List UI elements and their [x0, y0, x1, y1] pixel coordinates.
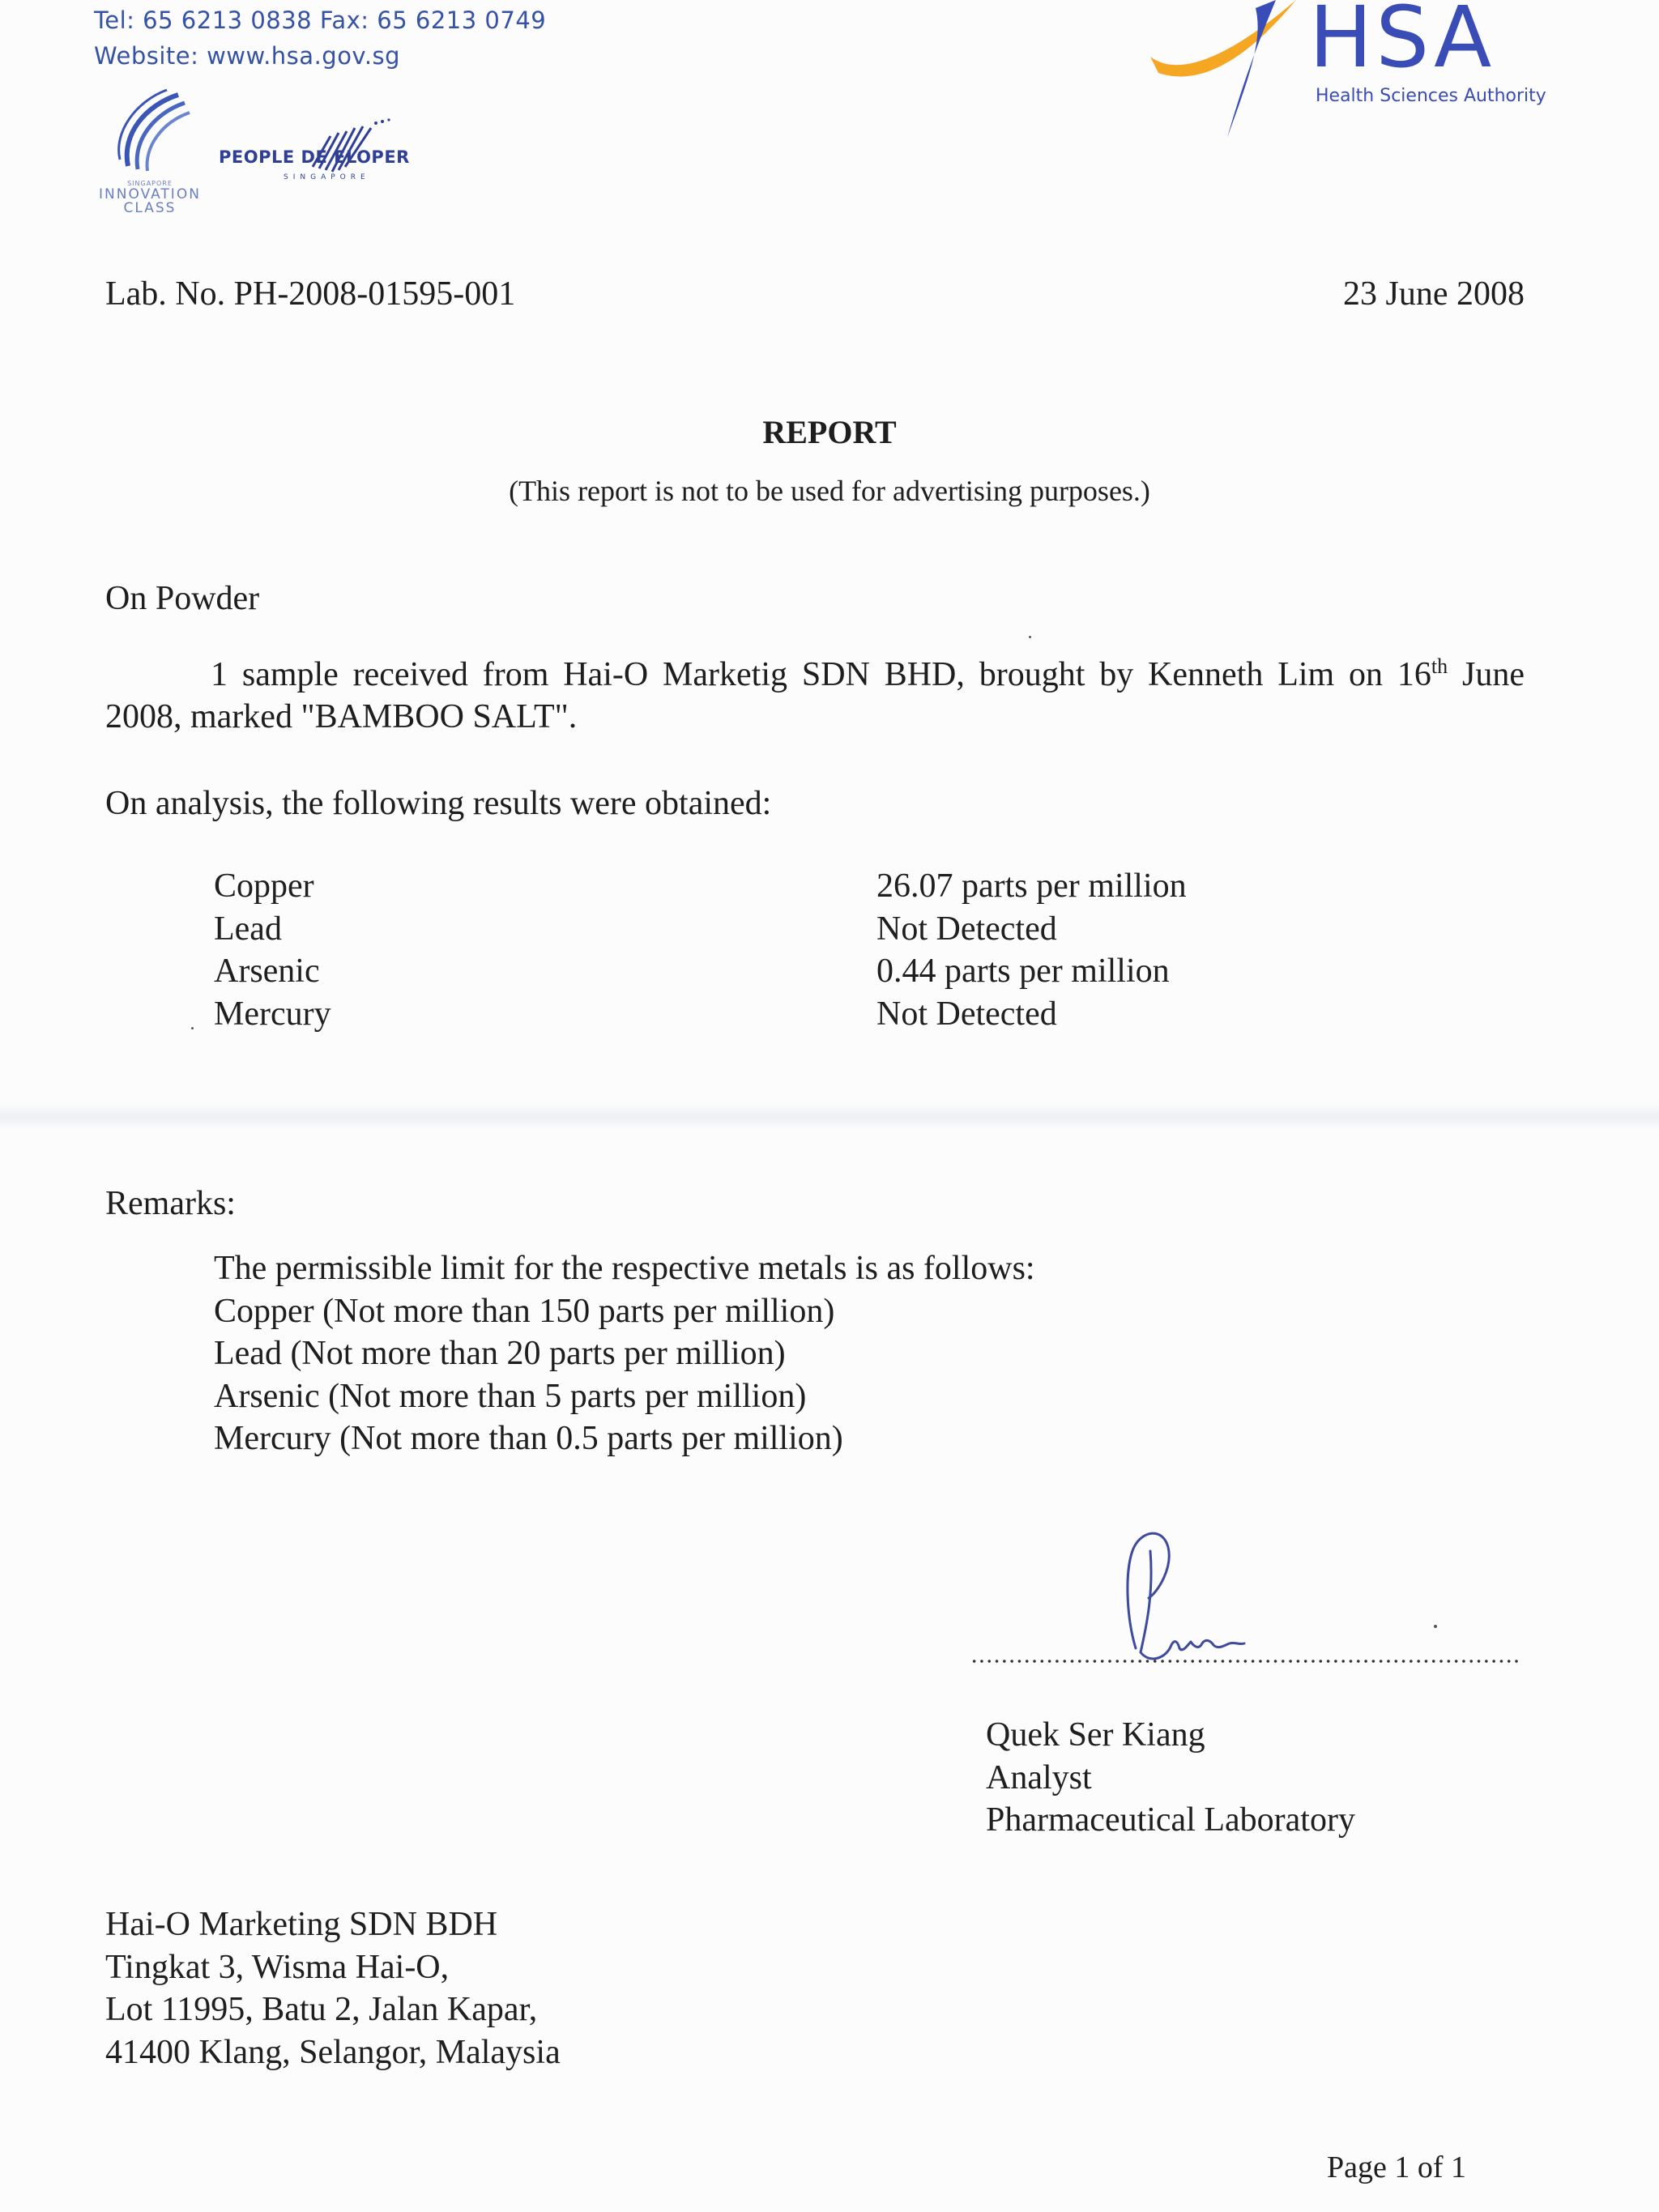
handwritten-signature	[1118, 1502, 1264, 1664]
subject-line: On Powder	[105, 580, 260, 617]
innovation-class-label	[85, 180, 215, 215]
scan-speck	[1434, 1625, 1437, 1628]
innovation-small-label: SINGAPORE	[127, 180, 173, 187]
limit-line: Lead (Not more than 20 parts per million)	[214, 1335, 786, 1372]
address-line: Hai-O Marketing SDN BDH	[105, 1906, 498, 1943]
contact-website: Website: www.hsa.gov.sg	[94, 42, 401, 70]
remarks-title: Remarks:	[105, 1185, 236, 1222]
innovation-main-label: INNOVATION	[99, 186, 201, 202]
signatory-block	[986, 1714, 1355, 1842]
result-value: Not Detected	[876, 995, 1057, 1033]
result-metal: Copper	[214, 867, 314, 905]
hsa-swoosh-icon	[1134, 0, 1304, 146]
limit-line: Mercury (Not more than 0.5 parts per million)	[214, 1420, 843, 1457]
hsa-wordmark: HSA	[1309, 0, 1495, 87]
result-metal: Lead	[214, 910, 282, 948]
paper-fold-line	[0, 1103, 1659, 1131]
address-line: Lot 11995, Batu 2, Jalan Kapar,	[105, 1991, 538, 2028]
scan-speck	[1029, 636, 1031, 638]
result-metal: Arsenic	[214, 953, 320, 990]
address-line: 41400 Klang, Selangor, Malaysia	[105, 2033, 561, 2071]
sample-paragraph-sup: th	[1431, 654, 1448, 678]
scan-speck	[191, 1027, 194, 1029]
sample-paragraph-end: June 2008, marked "BAMBOO SALT".	[105, 656, 1525, 735]
report-disclaimer: (This report is not to be used for advertising purposes.)	[509, 475, 1150, 507]
recipient-address	[105, 1903, 561, 2073]
hsa-subtitle: Health Sciences Authority	[1316, 86, 1546, 106]
limit-line: Arsenic (Not more than 5 parts per million)	[214, 1377, 807, 1415]
people-developer-sub: SINGAPORE	[284, 173, 370, 181]
people-developer-label: PEOPLE DE ELOPER	[219, 147, 410, 167]
result-value: 26.07 parts per million	[876, 867, 1187, 905]
sample-paragraph	[105, 654, 1525, 738]
result-value: 0.44 parts per million	[876, 953, 1170, 990]
analysis-intro: On analysis, the following results were obtained:	[105, 785, 772, 822]
result-value: Not Detected	[876, 910, 1057, 948]
page-number: Page 1 of 1	[1326, 2150, 1466, 2184]
remarks-limits	[214, 1247, 1035, 1460]
signatory-department: Pharmaceutical Laboratory	[986, 1801, 1355, 1839]
report-title: REPORT	[762, 414, 897, 450]
innovation-sub-label: CLASS	[123, 200, 177, 216]
contact-tel-fax: Tel: 65 6213 0838 Fax: 65 6213 0749	[94, 6, 547, 34]
remarks-intro: The permissible limit for the respective metals is as follows:	[214, 1250, 1035, 1287]
lab-number: Lab. No. PH-2008-01595-001	[105, 275, 516, 313]
limit-line: Copper (Not more than 150 parts per million)	[214, 1292, 835, 1330]
sample-paragraph-main: 1 sample received from Hai-O Marketig SDN BHD, brought by Kenneth Lim on 16	[211, 656, 1431, 693]
signatory-name: Quek Ser Kiang	[986, 1716, 1205, 1754]
signatory-title: Analyst	[986, 1758, 1092, 1796]
report-date: 23 June 2008	[1343, 275, 1525, 313]
address-line: Tingkat 3, Wisma Hai-O,	[105, 1948, 450, 1986]
result-metal: Mercury	[214, 995, 331, 1033]
signature-dotted-line	[970, 1659, 1518, 1664]
